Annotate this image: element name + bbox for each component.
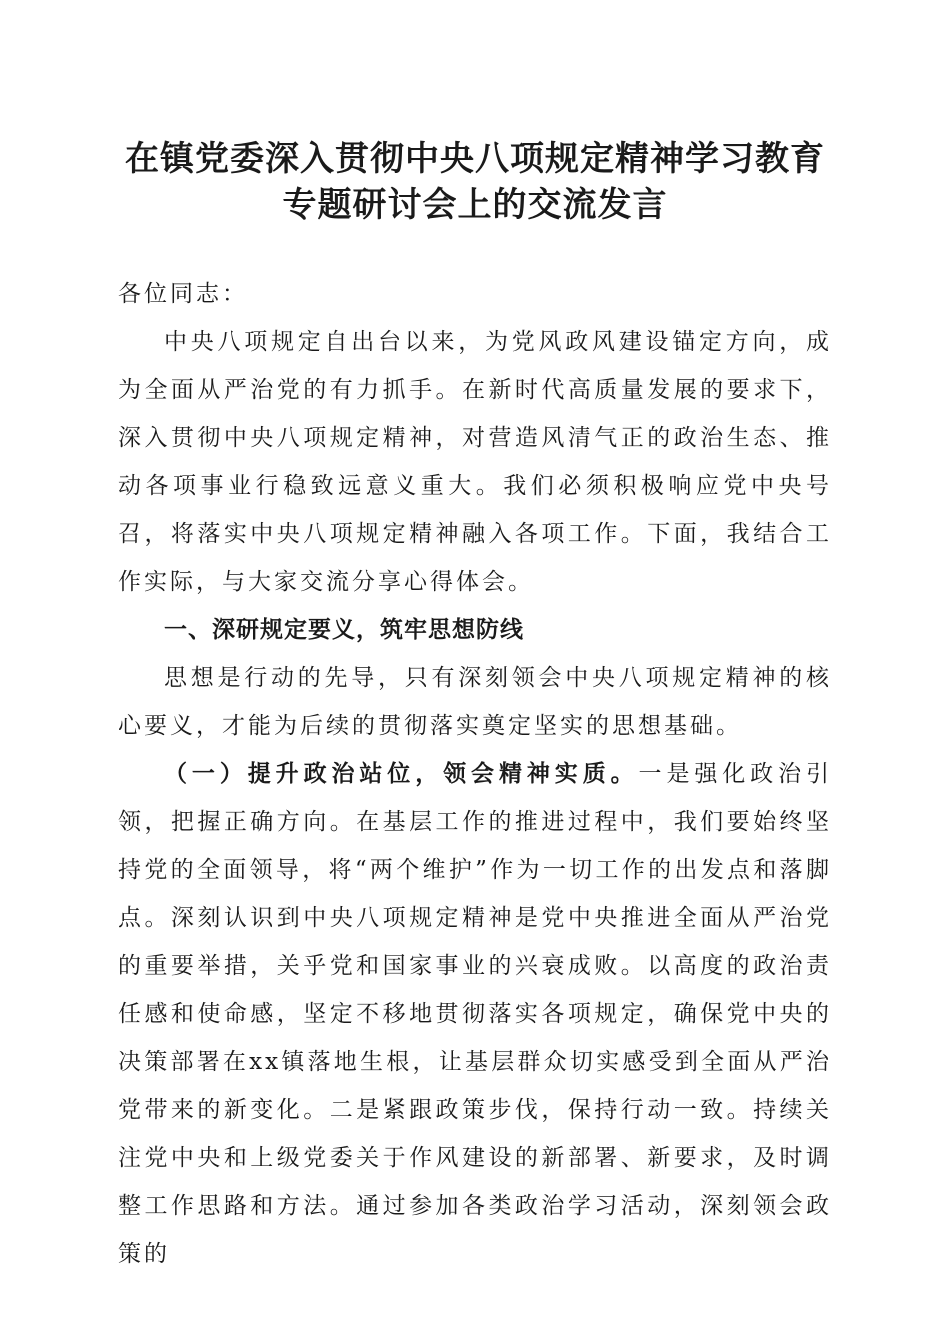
title-line-2: 专题研讨会上的交流发言 (282, 185, 668, 225)
subsection-1-body: 一是强化政治引领，把握正确方向。在基层工作的推进过程中，我们要始终坚持党的全面领导，将“两个维护”作为一切工作的出发点和落脚点。深刻认识到中央八项规定精神是党中央推进全面从严治党的重要举措，关乎党和国家事业的兴衰成败。以高度的政治责任感和使命感，坚定不移地贯彻落实各项规定，确保党中央的决策部署在xx镇落地生根，让基层群众切实感受到全面从严治党带来的新变化。二是紧跟政策步伐，保持行动一致。持续关注党中央和上级党委关于作风建设的新部署、新要求，及时调整工作思路和方法。通过参加各类政治学习活动，深刻领会政策的 (118, 761, 833, 1267)
document-body (118, 270, 832, 1278)
title-line-1: 在镇党委深入贯彻中央八项规定精神学习教育 (125, 139, 825, 179)
document-title (118, 136, 832, 228)
subsection-1-paragraph (118, 750, 832, 1278)
subsection-1-heading: （一）提升政治站位，领会精神实质。 (164, 760, 639, 787)
section-1-intro: 思想是行动的先导，只有深刻领会中央八项规定精神的核心要义，才能为后续的贯彻落实奠定坚实的思想基础。 (118, 665, 832, 739)
salutation: 各位同志： (118, 281, 248, 307)
section-1-heading: 一、深研规定要义，筑牢思想防线 (164, 617, 524, 643)
intro-paragraph: 中央八项规定自出台以来，为党风政风建设锚定方向，成为全面从严治党的有力抓手。在新时代高质量发展的要求下，深入贯彻中央八项规定精神，对营造风清气正的政治生态、推动各项事业行稳致远意义重大。我们必须积极响应党中央号召，将落实中央八项规定精神融入各项工作。下面，我结合工作实际，与大家交流分享心得体会。 (118, 329, 832, 595)
